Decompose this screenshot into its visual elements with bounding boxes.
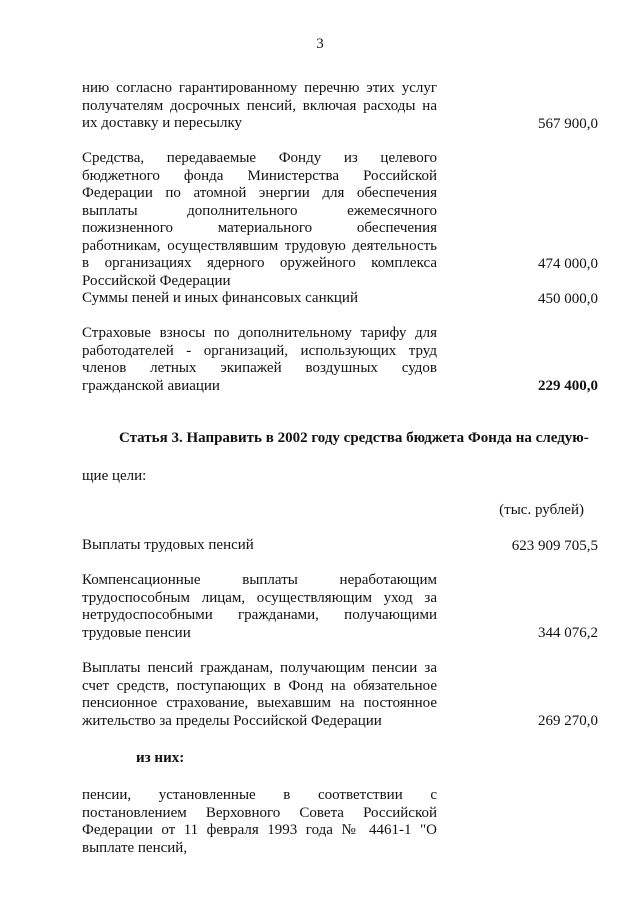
income-item-value: 474 000,0 (538, 255, 598, 272)
expense-item (82, 572, 598, 642)
income-item-text: нию согласно гарантированному перечню этих услуг получателям досрочных пенсий, включая расходы на их доставку и пересылку (82, 80, 437, 131)
income-item-value: 567 900,0 (538, 115, 598, 132)
income-item-text: Суммы пеней и иных финансовых санкций (82, 290, 358, 306)
article-heading (119, 430, 599, 448)
expense-item-value: 269 270,0 (538, 712, 598, 729)
sub-heading: из них: (136, 750, 185, 766)
income-item (82, 325, 598, 395)
income-item-text: Страховые взносы по дополнительному тарифу для работодателей - организаций, использующих труд членов летных экипажей воздушных судов гражданской авиации (82, 325, 437, 394)
income-item-value: 229 400,0 (538, 377, 598, 394)
expense-item (82, 660, 598, 730)
expense-item-value: 623 909 705,5 (511, 537, 598, 554)
income-item (82, 150, 598, 289)
article-text-continuation: щие цели: (82, 468, 147, 484)
expense-item (82, 537, 598, 555)
expense-item-value: 344 076,2 (538, 624, 598, 641)
article-label: Статья 3. (119, 430, 183, 446)
article-text: Направить в 2002 году средства бюджета Фонда на следую- (186, 430, 589, 446)
expense-item-text: Выплаты пенсий гражданам, получающим пенсии за счет средств, поступающих в Фонд на обязательное пенсионное страхование, выехавшим на постоянное жительство за пределы Российской Федерации (82, 660, 437, 729)
income-item (82, 290, 598, 308)
income-item-value: 450 000,0 (538, 290, 598, 307)
expense-item-text: Компенсационные выплаты неработающим трудоспособным лицам, осуществляющим уход за нетрудоспособными гражданами, получающими трудовые пенсии (82, 572, 437, 641)
income-item-text: Средства, передаваемые Фонду из целевого бюджетного фонда Министерства Российской Федерации по атомной энергии для обеспечения выплаты дополнительного ежемесячного пожизненного материального обеспечения работникам, осуществлявшим трудовую деятельность в организациях ядерного оружейного комплекса Российской Федерации (82, 150, 437, 289)
pension-item-text: пенсии, установленные в соответствии с постановлением Верховного Совета Российской Федерации от 11 февраля 1993 года № 4461-1 "О выплате пенсий, (82, 787, 437, 856)
page-number: 3 (316, 36, 324, 52)
unit-label: (тыс. рублей) (499, 502, 584, 518)
pension-item (82, 787, 598, 856)
income-item (82, 80, 598, 133)
expense-item-text: Выплаты трудовых пенсий (82, 537, 254, 553)
